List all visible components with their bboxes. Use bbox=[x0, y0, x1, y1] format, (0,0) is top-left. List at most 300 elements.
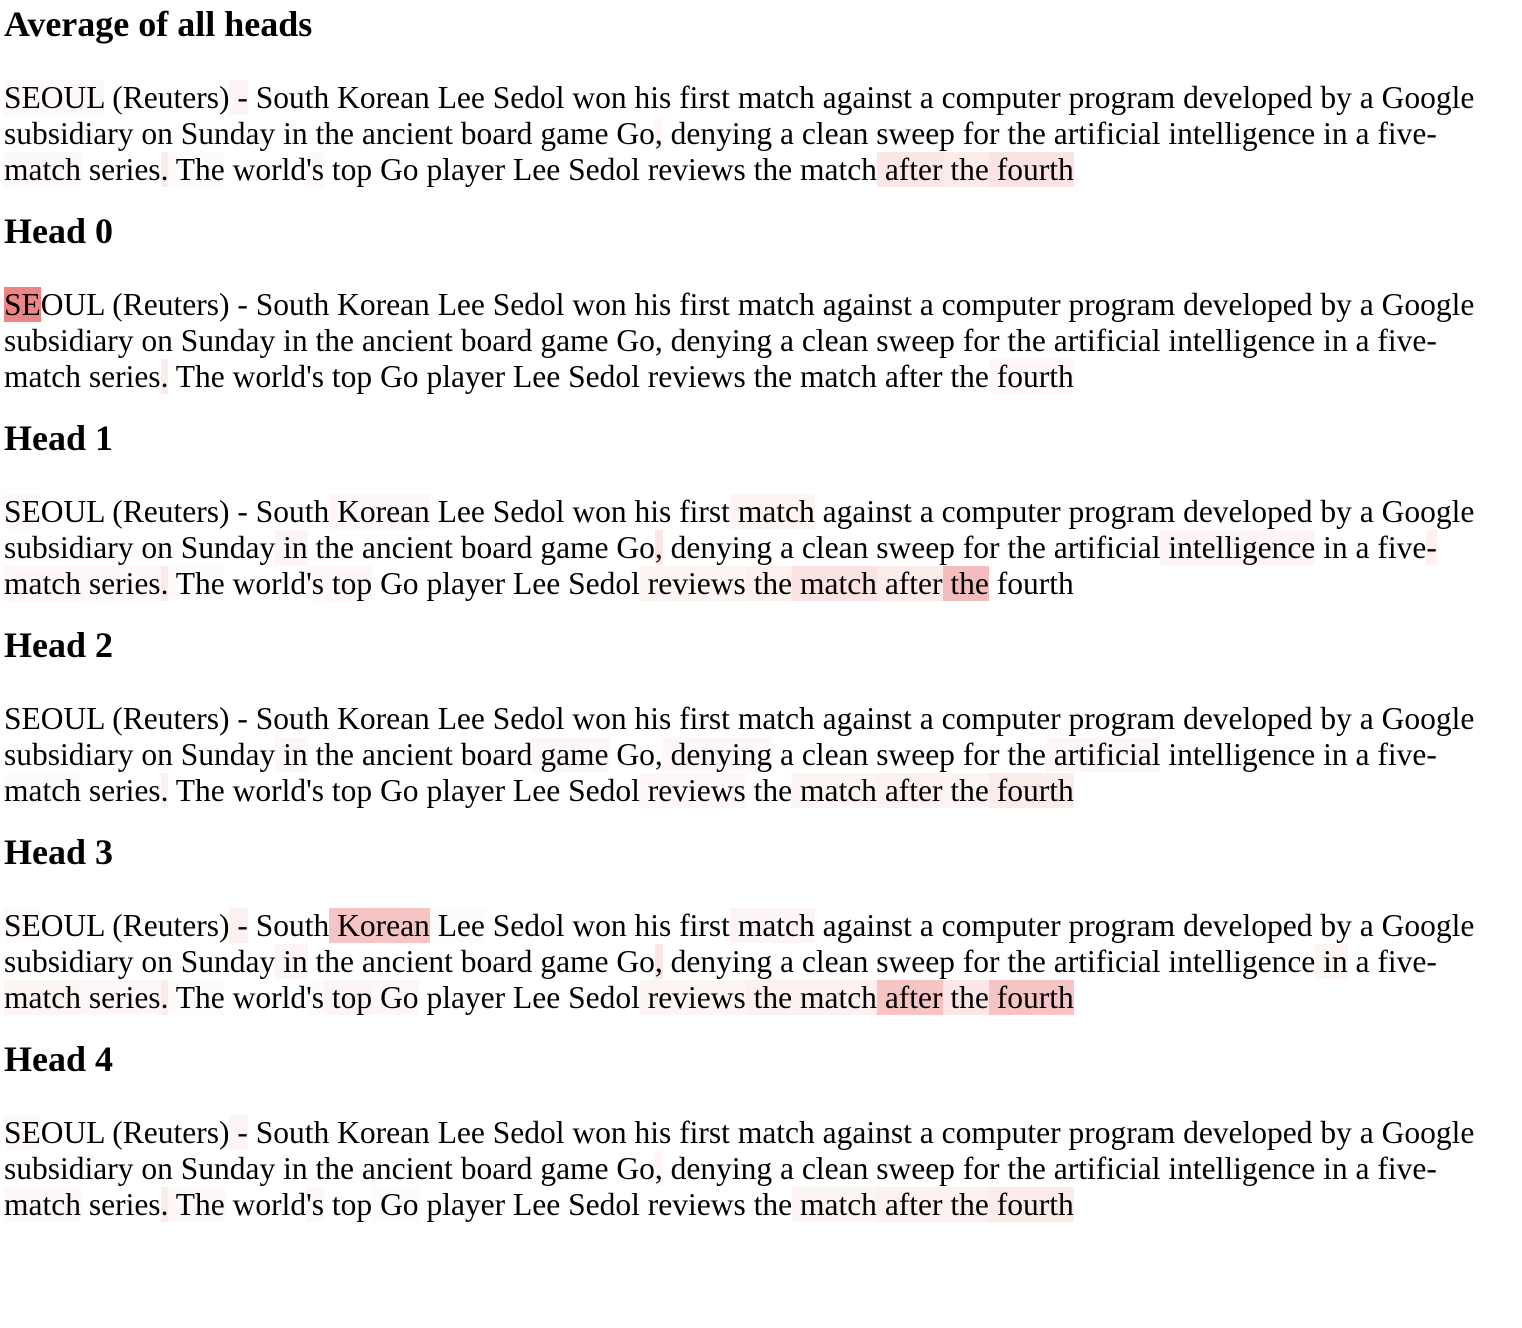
token: against bbox=[814, 701, 912, 736]
token: Sed bbox=[560, 1187, 616, 1222]
token: by bbox=[1312, 494, 1352, 529]
token-passage bbox=[4, 1115, 1498, 1223]
token: a bbox=[1347, 1151, 1370, 1186]
token: won bbox=[564, 908, 627, 943]
token: sweep bbox=[868, 116, 955, 151]
token: South bbox=[247, 701, 330, 736]
token: series bbox=[80, 1187, 161, 1222]
token: program bbox=[1060, 701, 1176, 736]
token: ol bbox=[540, 908, 565, 943]
token: uters bbox=[157, 494, 219, 529]
token: clean bbox=[794, 1151, 869, 1186]
token: , bbox=[654, 944, 663, 979]
token: in bbox=[275, 944, 308, 979]
token: in bbox=[1315, 944, 1348, 979]
token: - bbox=[229, 701, 248, 736]
token: in bbox=[1315, 737, 1348, 772]
token: - bbox=[229, 287, 248, 322]
token: intelligence bbox=[1160, 1151, 1316, 1186]
token: player bbox=[418, 359, 506, 394]
token: a bbox=[911, 1115, 934, 1150]
token: intelligence bbox=[1160, 323, 1316, 358]
token: against bbox=[814, 287, 912, 322]
token: reviews bbox=[639, 980, 746, 1015]
token: on bbox=[133, 323, 173, 358]
token: Korean bbox=[329, 1115, 430, 1150]
token: match bbox=[792, 152, 877, 187]
token: the bbox=[745, 566, 793, 601]
token: first bbox=[671, 701, 730, 736]
token: Re bbox=[122, 1115, 158, 1150]
token: developed bbox=[1175, 1115, 1313, 1150]
token: the bbox=[942, 980, 989, 1015]
token: match bbox=[792, 1187, 877, 1222]
token: match bbox=[4, 1187, 81, 1222]
token: 's bbox=[306, 773, 325, 808]
token: 's bbox=[306, 152, 325, 187]
token: the bbox=[999, 944, 1046, 979]
token: for bbox=[954, 530, 1000, 565]
token: SE bbox=[4, 80, 41, 115]
token: ) bbox=[218, 1115, 230, 1150]
token: Sed bbox=[560, 152, 616, 187]
token: board bbox=[452, 116, 533, 151]
token: in bbox=[1315, 116, 1348, 151]
token: program bbox=[1060, 80, 1176, 115]
token: Re bbox=[122, 701, 158, 736]
token: game bbox=[532, 1151, 609, 1186]
token: match bbox=[4, 152, 81, 187]
token: uters bbox=[157, 701, 219, 736]
token: Go bbox=[608, 323, 655, 358]
token: Lee bbox=[505, 773, 561, 808]
token: the bbox=[745, 1187, 793, 1222]
token: Sed bbox=[560, 566, 616, 601]
token: top bbox=[324, 1187, 373, 1222]
token: ( bbox=[104, 908, 123, 943]
token: intelligence bbox=[1160, 737, 1316, 772]
token: the bbox=[307, 530, 354, 565]
token: against bbox=[814, 908, 912, 943]
token: player bbox=[418, 773, 506, 808]
token: Google bbox=[1373, 1115, 1475, 1150]
token: OUL bbox=[40, 287, 105, 322]
token: player bbox=[418, 1187, 506, 1222]
token: in bbox=[275, 737, 308, 772]
token: OUL bbox=[40, 494, 105, 529]
token: a bbox=[911, 908, 934, 943]
token: South bbox=[247, 1115, 330, 1150]
token: for bbox=[954, 116, 1000, 151]
token: Lee bbox=[429, 701, 485, 736]
token: Lee bbox=[505, 980, 561, 1015]
token: Go bbox=[372, 152, 419, 187]
token: a bbox=[1351, 701, 1374, 736]
token: sweep bbox=[868, 1151, 955, 1186]
token: top bbox=[324, 359, 373, 394]
token: game bbox=[532, 944, 609, 979]
token: a bbox=[1347, 116, 1370, 151]
token: match bbox=[792, 566, 877, 601]
token: - bbox=[1426, 737, 1437, 772]
token: world bbox=[224, 773, 307, 808]
token: Sed bbox=[484, 287, 541, 322]
token: five bbox=[1369, 116, 1427, 151]
token: , bbox=[654, 323, 663, 358]
token-passage bbox=[4, 908, 1498, 1016]
token: match bbox=[4, 980, 81, 1015]
token: game bbox=[532, 737, 609, 772]
token: ancient bbox=[354, 530, 453, 565]
token-passage bbox=[4, 287, 1498, 395]
token: the bbox=[999, 1151, 1046, 1186]
token: match bbox=[792, 773, 877, 808]
token: ol bbox=[615, 1187, 640, 1222]
token: a bbox=[772, 1151, 794, 1186]
token: world bbox=[224, 1187, 307, 1222]
token: his bbox=[626, 287, 672, 322]
token: in bbox=[1315, 323, 1348, 358]
token: program bbox=[1060, 287, 1176, 322]
token: The bbox=[168, 980, 225, 1015]
token: fourth bbox=[988, 773, 1074, 808]
token: after bbox=[876, 980, 943, 1015]
token: computer bbox=[933, 1115, 1061, 1150]
token: artificial bbox=[1045, 116, 1161, 151]
token: after bbox=[876, 359, 943, 394]
token: the bbox=[999, 737, 1046, 772]
token: clean bbox=[794, 944, 869, 979]
token: a bbox=[1351, 80, 1374, 115]
token: computer bbox=[933, 701, 1061, 736]
token: fourth bbox=[988, 980, 1074, 1015]
token: , bbox=[654, 530, 663, 565]
token: uters bbox=[157, 80, 219, 115]
token: a bbox=[911, 80, 934, 115]
token: Lee bbox=[429, 1115, 485, 1150]
token: won bbox=[564, 494, 627, 529]
token: , bbox=[654, 737, 663, 772]
token: ( bbox=[104, 701, 123, 736]
token: reviews bbox=[639, 152, 746, 187]
token: player bbox=[418, 152, 506, 187]
token: player bbox=[418, 980, 506, 1015]
token: ol bbox=[615, 152, 640, 187]
token: ancient bbox=[354, 1151, 453, 1186]
section-title: Head 4 bbox=[4, 1039, 114, 1079]
token: against bbox=[814, 1115, 912, 1150]
token: the bbox=[942, 566, 989, 601]
token: - bbox=[1426, 116, 1437, 151]
token: Sed bbox=[484, 908, 541, 943]
token: a bbox=[911, 494, 934, 529]
token: a bbox=[1351, 287, 1374, 322]
token: match bbox=[4, 566, 81, 601]
token: ) bbox=[218, 287, 230, 322]
token: series bbox=[80, 980, 161, 1015]
token: The bbox=[168, 1187, 225, 1222]
token: on bbox=[133, 944, 173, 979]
token: game bbox=[532, 116, 609, 151]
token: denying bbox=[662, 323, 773, 358]
token: the bbox=[745, 359, 793, 394]
token: OUL bbox=[40, 908, 105, 943]
token: The bbox=[168, 152, 225, 187]
token: match bbox=[729, 701, 815, 736]
token: against bbox=[814, 494, 912, 529]
token: Go bbox=[372, 773, 419, 808]
token: match bbox=[729, 908, 815, 943]
token: the bbox=[745, 773, 793, 808]
token: match bbox=[4, 773, 81, 808]
token: Go bbox=[608, 1151, 655, 1186]
token: ol bbox=[615, 359, 640, 394]
token: against bbox=[814, 80, 912, 115]
token: after bbox=[876, 773, 943, 808]
token: . bbox=[160, 980, 169, 1015]
token: - bbox=[229, 80, 248, 115]
token: won bbox=[564, 287, 627, 322]
token: Google bbox=[1373, 701, 1475, 736]
token: board bbox=[452, 737, 533, 772]
token: computer bbox=[933, 287, 1061, 322]
token: SE bbox=[4, 287, 41, 322]
token: the bbox=[745, 980, 793, 1015]
token: ) bbox=[218, 908, 230, 943]
token: Lee bbox=[505, 1187, 561, 1222]
token: on bbox=[133, 1151, 173, 1186]
token: Go bbox=[372, 359, 419, 394]
token: developed bbox=[1175, 908, 1313, 943]
token: fourth bbox=[988, 1187, 1074, 1222]
token: Go bbox=[372, 1187, 419, 1222]
token: subsidiary bbox=[4, 287, 1483, 358]
token: a bbox=[1351, 494, 1374, 529]
token: Sunday bbox=[172, 1151, 276, 1186]
token: Re bbox=[122, 494, 158, 529]
token: subsidiary bbox=[4, 494, 1483, 565]
token: won bbox=[564, 1115, 627, 1150]
token: Sed bbox=[560, 980, 616, 1015]
token: fourth bbox=[988, 359, 1074, 394]
token: series bbox=[80, 773, 161, 808]
token: clean bbox=[794, 530, 869, 565]
token: board bbox=[452, 530, 533, 565]
token: first bbox=[671, 287, 730, 322]
token: subsidiary bbox=[4, 1115, 1483, 1186]
token: The bbox=[168, 773, 225, 808]
token: game bbox=[532, 530, 609, 565]
token: developed bbox=[1175, 287, 1313, 322]
token: . bbox=[160, 566, 169, 601]
token: top bbox=[324, 773, 373, 808]
token: Sunday bbox=[172, 944, 276, 979]
token: for bbox=[954, 737, 1000, 772]
token: sweep bbox=[868, 737, 955, 772]
token: denying bbox=[662, 737, 773, 772]
token: Google bbox=[1373, 287, 1475, 322]
token: a bbox=[772, 530, 794, 565]
token: a bbox=[772, 944, 794, 979]
token: Sed bbox=[560, 773, 616, 808]
token: match bbox=[729, 1115, 815, 1150]
token: by bbox=[1312, 287, 1352, 322]
token: Go bbox=[608, 944, 655, 979]
token: . bbox=[160, 1187, 169, 1222]
section-title: Head 0 bbox=[4, 211, 114, 251]
token: computer bbox=[933, 80, 1061, 115]
token: match bbox=[729, 494, 815, 529]
token: ol bbox=[615, 773, 640, 808]
token: - bbox=[229, 908, 248, 943]
token: the bbox=[999, 323, 1046, 358]
section-title: Head 2 bbox=[4, 625, 114, 665]
token: the bbox=[999, 530, 1046, 565]
token: five bbox=[1369, 323, 1427, 358]
token: ancient bbox=[354, 944, 453, 979]
token: match bbox=[729, 80, 815, 115]
token: Sed bbox=[484, 701, 541, 736]
token: the bbox=[999, 116, 1046, 151]
token-passage bbox=[4, 701, 1498, 809]
token: a bbox=[1351, 1115, 1374, 1150]
token: ) bbox=[218, 494, 230, 529]
token: . bbox=[160, 152, 169, 187]
token: . bbox=[160, 359, 169, 394]
token: for bbox=[954, 323, 1000, 358]
token: - bbox=[1426, 323, 1437, 358]
token: South bbox=[247, 80, 330, 115]
token: the bbox=[745, 152, 793, 187]
token: 's bbox=[306, 1187, 325, 1222]
token: world bbox=[224, 152, 307, 187]
token: program bbox=[1060, 494, 1176, 529]
token: sweep bbox=[868, 530, 955, 565]
token: Lee bbox=[505, 359, 561, 394]
token: top bbox=[324, 566, 373, 601]
token: intelligence bbox=[1160, 944, 1316, 979]
token: series bbox=[80, 152, 161, 187]
token: the bbox=[307, 1151, 354, 1186]
token: game bbox=[532, 323, 609, 358]
token: after bbox=[876, 1187, 943, 1222]
token: board bbox=[452, 1151, 533, 1186]
token: his bbox=[626, 1115, 672, 1150]
token: reviews bbox=[639, 359, 746, 394]
token: artificial bbox=[1045, 323, 1161, 358]
token: in bbox=[1315, 1151, 1348, 1186]
token: Lee bbox=[505, 566, 561, 601]
token: South bbox=[247, 494, 330, 529]
token: Google bbox=[1373, 80, 1475, 115]
token: intelligence bbox=[1160, 116, 1316, 151]
token: Lee bbox=[429, 287, 485, 322]
token: Korean bbox=[329, 287, 430, 322]
token: , bbox=[654, 116, 663, 151]
token: denying bbox=[662, 1151, 773, 1186]
token: after bbox=[876, 152, 943, 187]
token: his bbox=[626, 80, 672, 115]
token: his bbox=[626, 908, 672, 943]
token: his bbox=[626, 494, 672, 529]
token: Sunday bbox=[172, 737, 276, 772]
token: subsidiary bbox=[4, 80, 1483, 151]
token: a bbox=[1347, 323, 1370, 358]
token: ) bbox=[218, 80, 230, 115]
token: on bbox=[133, 737, 173, 772]
token: OUL bbox=[40, 80, 105, 115]
token: series bbox=[80, 566, 161, 601]
token: in bbox=[275, 323, 308, 358]
token: ancient bbox=[354, 323, 453, 358]
token: match bbox=[4, 359, 81, 394]
token: Google bbox=[1373, 494, 1475, 529]
token: ( bbox=[104, 287, 123, 322]
token: the bbox=[307, 944, 354, 979]
token: for bbox=[954, 1151, 1000, 1186]
token: Go bbox=[608, 116, 655, 151]
token: uters bbox=[157, 908, 219, 943]
token: a bbox=[1347, 737, 1370, 772]
token: - bbox=[229, 1115, 248, 1150]
token: for bbox=[954, 944, 1000, 979]
token: Lee bbox=[429, 80, 485, 115]
token: player bbox=[418, 566, 506, 601]
token: ( bbox=[104, 1115, 123, 1150]
section-title: Average of all heads bbox=[4, 4, 313, 44]
token: world bbox=[224, 980, 307, 1015]
token: ol bbox=[540, 287, 565, 322]
token: Re bbox=[122, 908, 158, 943]
token: five bbox=[1369, 530, 1427, 565]
token: on bbox=[133, 116, 173, 151]
token: Go bbox=[372, 980, 419, 1015]
token: by bbox=[1312, 1115, 1352, 1150]
token: reviews bbox=[639, 773, 746, 808]
token: five bbox=[1369, 1151, 1427, 1186]
token: denying bbox=[662, 116, 773, 151]
token: Google bbox=[1373, 908, 1475, 943]
token: computer bbox=[933, 908, 1061, 943]
token: after bbox=[876, 566, 943, 601]
token: 's bbox=[306, 359, 325, 394]
token: program bbox=[1060, 908, 1176, 943]
token: ol bbox=[540, 1115, 565, 1150]
token: artificial bbox=[1045, 737, 1161, 772]
token: Korean bbox=[329, 494, 430, 529]
token: 's bbox=[306, 980, 325, 1015]
token: Korean bbox=[329, 701, 430, 736]
token: subsidiary bbox=[4, 701, 1483, 772]
token: by bbox=[1312, 701, 1352, 736]
token: - bbox=[1426, 1151, 1437, 1186]
token: world bbox=[224, 359, 307, 394]
token: ( bbox=[104, 80, 123, 115]
token: Sed bbox=[484, 1115, 541, 1150]
token: fourth bbox=[988, 566, 1074, 601]
token: a bbox=[911, 701, 934, 736]
token: clean bbox=[794, 116, 869, 151]
token: the bbox=[942, 773, 989, 808]
token: ancient bbox=[354, 737, 453, 772]
token: Go bbox=[372, 566, 419, 601]
token: program bbox=[1060, 1115, 1176, 1150]
token: top bbox=[324, 980, 373, 1015]
token: Sunday bbox=[172, 116, 276, 151]
token: sweep bbox=[868, 323, 955, 358]
token: a bbox=[1351, 908, 1374, 943]
token: Lee bbox=[429, 908, 485, 943]
